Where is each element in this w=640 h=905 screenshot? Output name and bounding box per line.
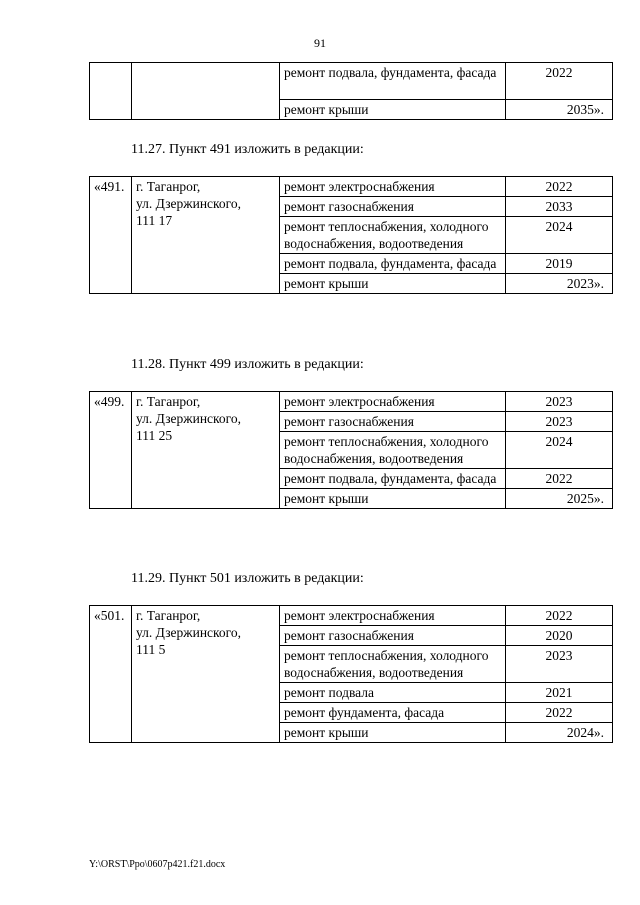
work-cell: ремонт электроснабжения (280, 177, 506, 197)
year-cell: 2035». (506, 100, 613, 120)
table-row (90, 392, 613, 412)
year-cell: 2022 (506, 63, 613, 100)
section-heading: 11.27. Пункт 491 изложить в редакции: (131, 142, 364, 157)
work-cell: ремонт фундамента, фасада (280, 703, 506, 723)
work-cell: ремонт крыши (280, 723, 506, 743)
work-cell: ремонт подвала, фундамента, фасада (280, 469, 506, 489)
year-cell: 2023». (506, 274, 613, 294)
table-row (90, 177, 613, 197)
section-heading: 11.28. Пункт 499 изложить в редакции: (131, 357, 364, 372)
page-number: 91 (314, 36, 326, 50)
year-cell: 2023 (506, 646, 613, 683)
number-cell (90, 63, 132, 120)
item-table-499 (89, 391, 613, 509)
address-line: ул. Дзержинского, (136, 411, 241, 426)
address-cell (132, 63, 280, 120)
year-cell: 2022 (506, 177, 613, 197)
year-cell: 2021 (506, 683, 613, 703)
year-cell: 2024 (506, 217, 613, 254)
work-cell: ремонт газоснабжения (280, 626, 506, 646)
year-cell: 2022 (506, 469, 613, 489)
table-row (90, 606, 613, 626)
work-cell: ремонт электроснабжения (280, 606, 506, 626)
work-cell: ремонт газоснабжения (280, 412, 506, 432)
address-cell (132, 177, 280, 294)
year-cell: 2024». (506, 723, 613, 743)
year-cell: 2022 (506, 703, 613, 723)
address-line: 111 5 (136, 642, 166, 657)
address-line: г. Таганрог, (136, 179, 201, 194)
year-cell: 2033 (506, 197, 613, 217)
address-line: ул. Дзержинского, (136, 196, 241, 211)
work-cell: ремонт подвала, фундамента, фасада (280, 254, 506, 274)
item-table-491 (89, 176, 613, 294)
work-cell: ремонт теплоснабжения, холодного водоснабжения, водоотведения (280, 217, 506, 254)
year-cell: 2022 (506, 606, 613, 626)
continuation-table (89, 62, 613, 120)
year-cell: 2025». (506, 489, 613, 509)
year-cell: 2024 (506, 432, 613, 469)
address-cell (132, 606, 280, 743)
item-number: «499. (90, 392, 132, 509)
work-cell: ремонт электроснабжения (280, 392, 506, 412)
work-cell: ремонт крыши (280, 489, 506, 509)
year-cell: 2020 (506, 626, 613, 646)
address-cell (132, 392, 280, 509)
section-heading: 11.29. Пункт 501 изложить в редакции: (131, 571, 364, 586)
year-cell: 2019 (506, 254, 613, 274)
work-cell: ремонт газоснабжения (280, 197, 506, 217)
file-path-footer: Y:\ORST\Ppo\0607p421.f21.docx (89, 859, 226, 870)
year-cell: 2023 (506, 412, 613, 432)
item-number: «491. (90, 177, 132, 294)
address-line: 111 17 (136, 213, 173, 228)
address-line: г. Таганрог, (136, 608, 201, 623)
work-cell: ремонт теплоснабжения, холодного водоснабжения, водоотведения (280, 432, 506, 469)
work-cell: ремонт крыши (280, 274, 506, 294)
item-number: «501. (90, 606, 132, 743)
work-cell: ремонт подвала, фундамента, фасада (280, 63, 506, 100)
work-cell: ремонт подвала (280, 683, 506, 703)
table-row (90, 63, 613, 100)
address-line: ул. Дзержинского, (136, 625, 241, 640)
item-table-501 (89, 605, 613, 743)
year-cell: 2023 (506, 392, 613, 412)
work-cell: ремонт крыши (280, 100, 506, 120)
address-line: г. Таганрог, (136, 394, 201, 409)
work-cell: ремонт теплоснабжения, холодного водоснабжения, водоотведения (280, 646, 506, 683)
address-line: 111 25 (136, 428, 173, 443)
